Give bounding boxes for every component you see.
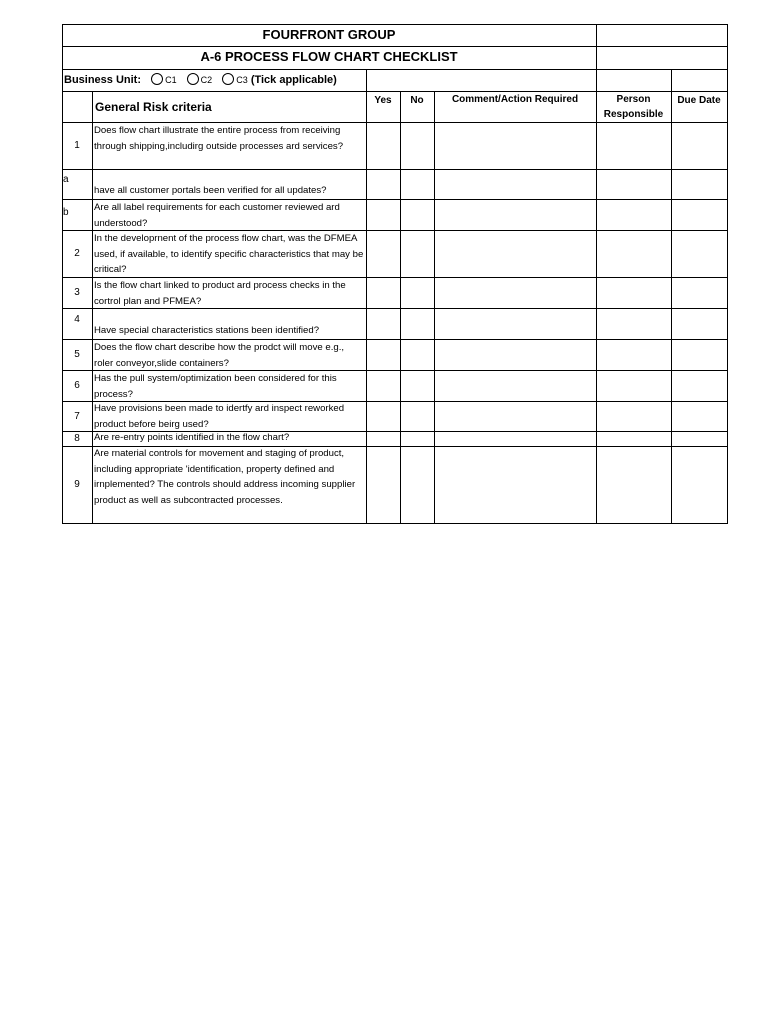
grid-line — [671, 69, 672, 524]
row-number: 6 — [74, 380, 80, 391]
grid-line — [366, 69, 367, 524]
row-number: 5 — [74, 349, 80, 360]
criteria-text: Are all label requirements for each customer reviewed ard understood? — [94, 202, 340, 229]
row-number: 8 — [74, 433, 80, 444]
option-c2-label: C2 — [200, 75, 213, 85]
criteria-text: Is the flow chart linked to product ard process checks in the cortrol plan and PFMEA? — [94, 280, 346, 307]
tick-applicable-note: (Tick applicable) — [250, 74, 337, 86]
business-unit-row — [62, 70, 366, 91]
row-number: 2 — [74, 248, 80, 259]
row-number: 3 — [74, 287, 80, 298]
row-number: 7 — [74, 411, 80, 422]
grid-line — [62, 523, 728, 524]
criteria-text: Are re-entry points identified in the flow chart? — [94, 432, 290, 443]
criteria-text: Has the pull system/optimization been considered for this process? — [94, 373, 337, 400]
due-date-header: Due Date — [677, 95, 721, 106]
option-c1-label: C1 — [165, 75, 177, 85]
criteria-text: Have special characteristics stations been identified? — [94, 325, 320, 336]
company-name: FOURFRONT GROUP — [262, 27, 396, 42]
radio-c1-icon[interactable] — [151, 73, 163, 85]
person-header — [596, 92, 671, 122]
radio-c3-icon[interactable] — [222, 73, 234, 85]
no-header: No — [410, 95, 424, 106]
radio-c2-icon[interactable] — [187, 73, 199, 85]
person-header-line2: Responsible — [603, 109, 664, 120]
grid-line — [434, 91, 435, 524]
criteria-text: Are rnaterial controls for movement and staging of product, including appropriate 'identification, property defined and irnplemented? The controls should address incoming supplier product as well as subcontracted processes. — [94, 448, 356, 506]
grid-line — [400, 91, 401, 524]
row-number: a — [63, 174, 69, 185]
yes-header: Yes — [374, 95, 392, 106]
row-number: 9 — [74, 479, 80, 490]
criteria-text: Have provisions been made to idertfy ard inspect reworked product before beirg used? — [94, 403, 345, 430]
criteria-text: In the developrnent of the process flow chart, was the DFMEA used, if available, to identify specific characteristics that may be critical? — [94, 233, 364, 275]
row-number: 4 — [74, 314, 80, 325]
row-number: 1 — [74, 140, 80, 151]
checklist-title: A-6 PROCESS FLOW CHART CHECKLIST — [200, 49, 458, 64]
criteria-text: Does the flow chart describe how the prodct will move e.g., roler conveyor,slide containers? — [94, 342, 345, 369]
grid-line — [727, 24, 728, 524]
person-header-line1: Person — [616, 94, 651, 105]
option-c3-label: C3 — [236, 75, 248, 85]
business-unit-label: Business Unit: — [64, 74, 142, 86]
criteria-header: General Risk criteria — [95, 100, 212, 114]
row-number: b — [63, 207, 69, 218]
checklist-sheet — [62, 24, 728, 524]
criteria-text: Does flow chart illustrate the entire process from receiving through shipping,includirg outside processes ard services? — [94, 125, 344, 152]
comment-header: Comment/Action Required — [451, 94, 579, 105]
criteria-text: have all customer portals been verified for all updates? — [94, 185, 327, 196]
grid-line — [62, 169, 728, 170]
